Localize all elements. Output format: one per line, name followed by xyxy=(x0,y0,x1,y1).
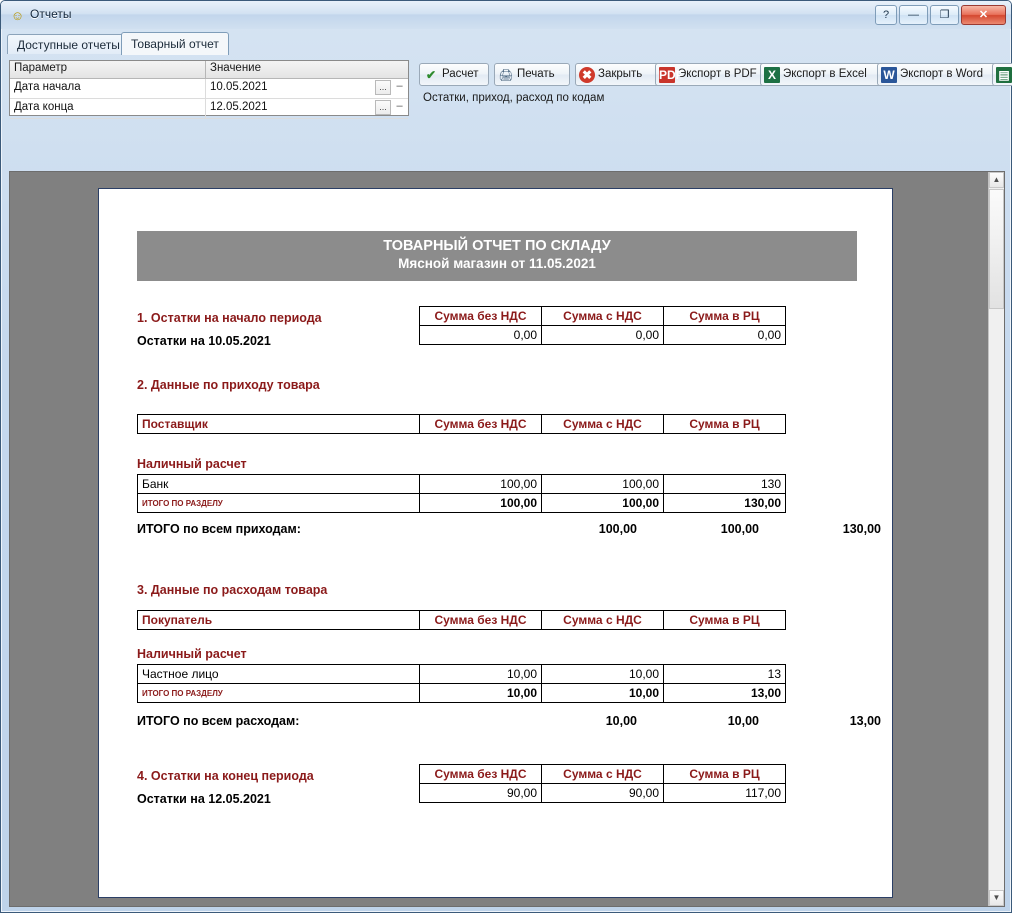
export-grid-button[interactable] xyxy=(992,63,1012,86)
report-preview-area xyxy=(9,171,1005,907)
section3-subtotal-label: ИТОГО ПО РАЗДЕЛУ xyxy=(138,684,420,703)
table-row xyxy=(420,765,786,784)
section2-row-rc: 130 xyxy=(664,475,786,494)
start-date-picker-button[interactable]: ... xyxy=(375,80,391,95)
section3-subtotal-no-vat: 10,00 xyxy=(420,684,542,703)
column-header-buyer: Покупатель xyxy=(138,611,420,630)
section3-total-rc: 13,00 xyxy=(849,714,881,728)
section3-total-label: ИТОГО по всем расходам: xyxy=(137,714,300,728)
section4-table xyxy=(419,764,786,803)
column-header-sum-no-vat: Сумма без НДС xyxy=(420,415,542,434)
print-button-label: Печать xyxy=(517,68,555,80)
calculate-button-label: Расчет xyxy=(442,68,479,80)
parameters-grid xyxy=(9,60,409,116)
section2-total-rc: 130,00 xyxy=(842,522,881,536)
section3-subtotal-with-vat: 10,00 xyxy=(542,684,664,703)
section2-row-name: Банк xyxy=(138,475,420,494)
column-header-supplier: Поставщик xyxy=(138,415,420,434)
start-date-clear-button[interactable]: – xyxy=(396,80,403,92)
section3-rows-table xyxy=(137,664,786,703)
end-date-input[interactable]: 12.05.2021 xyxy=(210,101,268,113)
maximize-button[interactable]: ❐ xyxy=(930,5,959,25)
table-row xyxy=(138,475,786,494)
section2-total-with-vat: 100,00 xyxy=(720,522,759,536)
section3-row-name: Частное лицо xyxy=(138,665,420,684)
column-header-sum-rc: Сумма в РЦ xyxy=(664,415,786,434)
column-header-sum-no-vat: Сумма без НДС xyxy=(420,765,542,784)
section1-value-with-vat: 0,00 xyxy=(542,326,664,345)
column-header-sum-with-vat: Сумма с НДС xyxy=(542,765,664,784)
table-row[interactable] xyxy=(10,79,408,99)
section3-title: 3. Данные по расходам товара xyxy=(137,583,328,597)
table-row xyxy=(420,307,786,326)
close-report-button-label: Закрыть xyxy=(598,68,643,80)
column-header-sum-with-vat: Сумма с НДС xyxy=(542,307,664,326)
toolbar-note: Остатки, приход, расход по кодам xyxy=(423,92,605,104)
export-excel-button[interactable] xyxy=(760,63,882,86)
export-word-button-label: Экспорт в Word xyxy=(900,68,983,80)
start-date-input[interactable]: 10.05.2021 xyxy=(210,81,268,93)
scroll-up-icon[interactable]: ▲ xyxy=(989,172,1004,188)
section3-header-table xyxy=(137,610,786,630)
section1-title: 1. Остатки на начало периода xyxy=(137,311,322,325)
report-page xyxy=(98,188,893,898)
check-icon: ✔ xyxy=(425,68,437,82)
excel-icon: X xyxy=(764,67,780,83)
scroll-down-icon[interactable]: ▼ xyxy=(989,890,1004,906)
section2-total-label: ИТОГО по всем приходам: xyxy=(137,522,301,536)
column-header-sum-rc: Сумма в РЦ xyxy=(664,307,786,326)
report-window-icon: ☺ xyxy=(10,8,25,23)
table-row xyxy=(138,665,786,684)
table-row xyxy=(138,494,786,513)
section2-subtotal-label: ИТОГО ПО РАЗДЕЛУ xyxy=(138,494,420,513)
param-name-end-date: Дата конца xyxy=(10,99,206,118)
table-row xyxy=(420,784,786,803)
pdf-icon: PDF xyxy=(659,68,683,82)
section2-total-no-vat: 100,00 xyxy=(598,522,637,536)
column-header-sum-no-vat: Сумма без НДС xyxy=(420,611,542,630)
table-row xyxy=(420,326,786,345)
close-report-button[interactable] xyxy=(575,63,661,86)
section3-total-with-vat: 10,00 xyxy=(727,714,759,728)
section1-value-no-vat: 0,00 xyxy=(420,326,542,345)
table-row xyxy=(138,684,786,703)
section2-subtotal-rc: 130,00 xyxy=(664,494,786,513)
section4-value-rc: 117,00 xyxy=(664,784,786,803)
export-excel-button-label: Экспорт в Excel xyxy=(783,68,867,80)
table-row[interactable] xyxy=(10,99,408,119)
section2-subtotal-with-vat: 100,00 xyxy=(542,494,664,513)
section1-value-rc: 0,00 xyxy=(664,326,786,345)
column-header-value: Значение xyxy=(210,62,261,74)
report-title-banner xyxy=(137,231,857,281)
parameters-header xyxy=(10,61,408,79)
window-titlebar xyxy=(1,1,1011,29)
section4-title: 4. Остатки на конец периода xyxy=(137,769,314,783)
section4-row-label: Остатки на 12.05.2021 xyxy=(137,792,271,806)
section2-group-label: Наличный расчет xyxy=(137,457,247,471)
section3-row-no-vat: 10,00 xyxy=(420,665,542,684)
section2-row-no-vat: 100,00 xyxy=(420,475,542,494)
column-header-sum-no-vat: Сумма без НДС xyxy=(420,307,542,326)
report-title-line1: ТОВАРНЫЙ ОТЧЕТ ПО СКЛАДУ xyxy=(383,238,611,254)
word-icon: W xyxy=(881,67,897,83)
column-header-sum-with-vat: Сумма с НДС xyxy=(542,611,664,630)
section3-total-no-vat: 10,00 xyxy=(605,714,637,728)
help-button[interactable]: ? xyxy=(875,5,897,25)
column-header-sum-rc: Сумма в РЦ xyxy=(664,611,786,630)
export-pdf-button-label: Экспорт в PDF xyxy=(678,68,757,80)
preview-vertical-scrollbar[interactable] xyxy=(988,172,1004,906)
section3-row-rc: 13 xyxy=(664,665,786,684)
column-header-sum-with-vat: Сумма с НДС xyxy=(542,415,664,434)
section3-row-with-vat: 10,00 xyxy=(542,665,664,684)
grid-export-icon: ▤ xyxy=(996,67,1012,83)
tab-available-reports[interactable]: Доступные отчеты xyxy=(7,34,130,54)
section1-table xyxy=(419,306,786,345)
minimize-button[interactable]: — xyxy=(899,5,928,25)
param-name-start-date: Дата начала xyxy=(10,79,206,98)
section4-value-with-vat: 90,00 xyxy=(542,784,664,803)
export-pdf-button[interactable] xyxy=(655,63,765,86)
section1-row-label: Остатки на 10.05.2021 xyxy=(137,334,271,348)
section2-rows-table xyxy=(137,474,786,513)
end-date-picker-button[interactable]: ... xyxy=(375,100,391,115)
section2-title: 2. Данные по приходу товара xyxy=(137,378,320,392)
table-row xyxy=(138,611,786,630)
column-header-parameter: Параметр xyxy=(10,61,206,78)
scrollbar-thumb[interactable] xyxy=(989,189,1004,309)
window-controls xyxy=(875,5,1006,25)
column-header-sum-rc: Сумма в РЦ xyxy=(664,765,786,784)
table-row xyxy=(138,415,786,434)
section2-subtotal-no-vat: 100,00 xyxy=(420,494,542,513)
close-button[interactable]: ✕ xyxy=(961,5,1006,25)
section3-subtotal-rc: 13,00 xyxy=(664,684,786,703)
tabstrip xyxy=(7,32,1005,54)
section2-header-table xyxy=(137,414,786,434)
section4-value-no-vat: 90,00 xyxy=(420,784,542,803)
param-value-end-date-cell[interactable] xyxy=(206,99,408,118)
report-toolbar xyxy=(419,63,1010,89)
close-circle-icon: ✖ xyxy=(579,67,595,83)
print-button[interactable] xyxy=(494,63,570,86)
tab-goods-report[interactable]: Товарный отчет xyxy=(121,32,229,55)
window-title: Отчеты xyxy=(30,7,72,21)
calculate-button[interactable] xyxy=(419,63,489,86)
section3-group-label: Наличный расчет xyxy=(137,647,247,661)
param-value-start-date-cell[interactable] xyxy=(206,79,408,98)
printer-icon: 🖨 xyxy=(498,68,514,82)
export-word-button[interactable] xyxy=(877,63,997,86)
end-date-clear-button[interactable]: – xyxy=(396,100,403,112)
section2-row-with-vat: 100,00 xyxy=(542,475,664,494)
report-title-line2: Мясной магазин от 11.05.2021 xyxy=(398,256,596,271)
